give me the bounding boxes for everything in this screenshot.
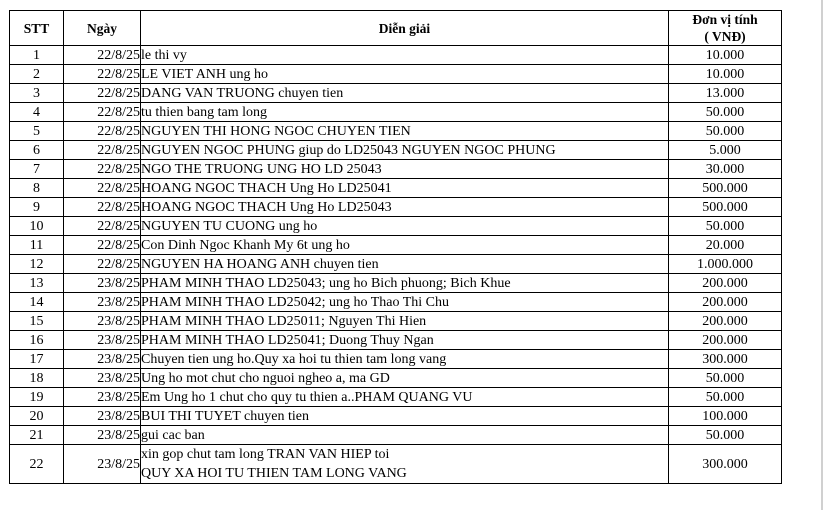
row-date: 22/8/25 — [64, 160, 141, 179]
row-date: 23/8/25 — [64, 426, 141, 445]
header-date: Ngày — [64, 11, 141, 46]
row-stt: 13 — [10, 274, 64, 293]
row-date: 22/8/25 — [64, 255, 141, 274]
table-row — [10, 160, 782, 179]
row-description: LE VIET ANH ung ho — [141, 65, 669, 84]
row-stt: 14 — [10, 293, 64, 312]
table-row — [10, 65, 782, 84]
row-amount: 50.000 — [669, 426, 782, 445]
row-date: 23/8/25 — [64, 331, 141, 350]
row-stt: 8 — [10, 179, 64, 198]
table-row — [10, 236, 782, 255]
row-amount: 5.000 — [669, 141, 782, 160]
table-row — [10, 198, 782, 217]
table-row — [10, 255, 782, 274]
row-description: gui cac ban — [141, 426, 669, 445]
table-row — [10, 312, 782, 331]
table-row — [10, 46, 782, 65]
row-amount: 50.000 — [669, 122, 782, 141]
row-description: HOANG NGOC THACH Ung Ho LD25041 — [141, 179, 669, 198]
row-description: NGUYEN HA HOANG ANH chuyen tien — [141, 255, 669, 274]
row-stt: 11 — [10, 236, 64, 255]
table-row — [10, 122, 782, 141]
row-amount: 50.000 — [669, 388, 782, 407]
row-description: Ung ho mot chut cho nguoi ngheo a, ma GD — [141, 369, 669, 388]
row-amount: 20.000 — [669, 236, 782, 255]
row-description: le thi vy — [141, 46, 669, 65]
row-date: 22/8/25 — [64, 217, 141, 236]
row-date: 22/8/25 — [64, 179, 141, 198]
table-row — [10, 445, 782, 484]
row-description-line1: xin gop chut tam long TRAN VAN HIEP toi — [141, 447, 390, 462]
row-description: PHAM MINH THAO LD25043; ung ho Bich phuong; Bich Khue — [141, 274, 669, 293]
table-row — [10, 369, 782, 388]
table-row — [10, 141, 782, 160]
row-description: DANG VAN TRUONG chuyen tien — [141, 84, 669, 103]
row-stt: 2 — [10, 65, 64, 84]
row-stt: 18 — [10, 369, 64, 388]
row-amount: 10.000 — [669, 46, 782, 65]
row-stt: 4 — [10, 103, 64, 122]
row-stt: 21 — [10, 426, 64, 445]
row-stt: 16 — [10, 331, 64, 350]
row-stt: 7 — [10, 160, 64, 179]
table-row — [10, 407, 782, 426]
row-description: tu thien bang tam long — [141, 103, 669, 122]
row-description — [141, 445, 669, 484]
row-stt: 12 — [10, 255, 64, 274]
row-amount: 1.000.000 — [669, 255, 782, 274]
row-description: Chuyen tien ung ho.Quy xa hoi tu thien tam long vang — [141, 350, 669, 369]
row-date: 22/8/25 — [64, 46, 141, 65]
table-row — [10, 350, 782, 369]
row-date: 23/8/25 — [64, 312, 141, 331]
row-date: 22/8/25 — [64, 65, 141, 84]
row-amount: 50.000 — [669, 217, 782, 236]
row-amount: 300.000 — [669, 445, 782, 484]
row-date: 22/8/25 — [64, 103, 141, 122]
row-description: NGUYEN THI HONG NGOC CHUYEN TIEN — [141, 122, 669, 141]
table-row — [10, 331, 782, 350]
table-row — [10, 293, 782, 312]
table-row — [10, 179, 782, 198]
table-row — [10, 388, 782, 407]
row-amount: 200.000 — [669, 274, 782, 293]
row-amount: 100.000 — [669, 407, 782, 426]
row-stt: 10 — [10, 217, 64, 236]
header-row — [10, 11, 782, 46]
row-description-line2: QUY XA HOI TU THIEN TAM LONG VANG — [141, 466, 407, 481]
row-amount: 500.000 — [669, 198, 782, 217]
row-description: NGO THE TRUONG UNG HO LD 25043 — [141, 160, 669, 179]
table-row — [10, 103, 782, 122]
row-description: NGUYEN NGOC PHUNG giup do LD25043 NGUYEN NGOC PHUNG — [141, 141, 669, 160]
row-description: Con Dinh Ngoc Khanh My 6t ung ho — [141, 236, 669, 255]
table-row — [10, 274, 782, 293]
row-amount: 200.000 — [669, 312, 782, 331]
row-stt: 15 — [10, 312, 64, 331]
row-amount: 500.000 — [669, 179, 782, 198]
row-stt: 3 — [10, 84, 64, 103]
row-description: PHAM MINH THAO LD25041; Duong Thuy Ngan — [141, 331, 669, 350]
row-stt: 19 — [10, 388, 64, 407]
header-amount — [669, 11, 782, 46]
table-row — [10, 84, 782, 103]
row-date: 23/8/25 — [64, 293, 141, 312]
row-stt: 17 — [10, 350, 64, 369]
row-description: NGUYEN TU CUONG ung ho — [141, 217, 669, 236]
header-description: Diễn giải — [141, 11, 669, 46]
row-stt: 1 — [10, 46, 64, 65]
row-date: 23/8/25 — [64, 407, 141, 426]
donation-table — [9, 10, 782, 484]
row-description: Em Ung ho 1 chut cho quy tu thien a..PHAM QUANG VU — [141, 388, 669, 407]
row-date: 22/8/25 — [64, 141, 141, 160]
row-date: 22/8/25 — [64, 198, 141, 217]
row-date: 23/8/25 — [64, 350, 141, 369]
row-date: 23/8/25 — [64, 274, 141, 293]
row-description: BUI THI TUYET chuyen tien — [141, 407, 669, 426]
row-description: PHAM MINH THAO LD25042; ung ho Thao Thi Chu — [141, 293, 669, 312]
row-amount: 13.000 — [669, 84, 782, 103]
header-amount-line1: Đơn vị tính — [692, 12, 758, 27]
row-amount: 10.000 — [669, 65, 782, 84]
row-amount: 30.000 — [669, 160, 782, 179]
row-date: 22/8/25 — [64, 122, 141, 141]
row-amount: 200.000 — [669, 293, 782, 312]
row-amount: 50.000 — [669, 103, 782, 122]
row-date: 22/8/25 — [64, 236, 141, 255]
table-row — [10, 426, 782, 445]
row-stt: 5 — [10, 122, 64, 141]
row-stt: 20 — [10, 407, 64, 426]
table-row — [10, 217, 782, 236]
row-stt: 22 — [10, 445, 64, 484]
row-date: 23/8/25 — [64, 388, 141, 407]
header-amount-line2: ( VNĐ) — [704, 29, 746, 44]
header-stt: STT — [10, 11, 64, 46]
row-date: 23/8/25 — [64, 369, 141, 388]
row-stt: 9 — [10, 198, 64, 217]
row-description: PHAM MINH THAO LD25011; Nguyen Thi Hien — [141, 312, 669, 331]
row-date: 23/8/25 — [64, 445, 141, 484]
row-stt: 6 — [10, 141, 64, 160]
row-description: HOANG NGOC THACH Ung Ho LD25043 — [141, 198, 669, 217]
row-amount: 50.000 — [669, 369, 782, 388]
row-amount: 200.000 — [669, 331, 782, 350]
row-date: 22/8/25 — [64, 84, 141, 103]
row-amount: 300.000 — [669, 350, 782, 369]
